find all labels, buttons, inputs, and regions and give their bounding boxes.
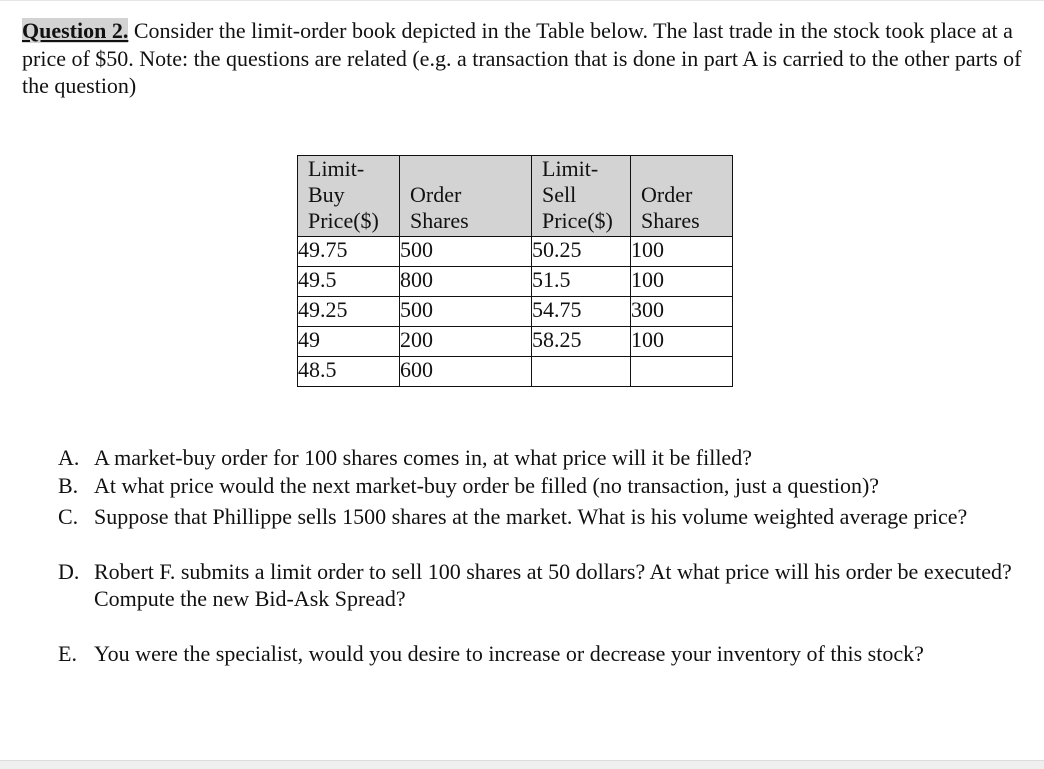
sub-question-list: [58, 444, 1018, 667]
buy-price-cell: 49: [298, 327, 400, 357]
sub-question-letter: C.: [58, 504, 79, 529]
sub-question-text: You were the specialist, would you desire to increase or decrease your inventory of this stock?: [94, 640, 924, 666]
sell-price-cell: 50.25: [532, 237, 631, 267]
sell-price-cell: [532, 357, 631, 387]
header-limit-buy-price: [298, 156, 400, 237]
header-text: Shares: [641, 208, 700, 233]
bottom-scroll-strip: [0, 760, 1044, 769]
sub-question-b: [58, 472, 1018, 500]
sub-question-letter: E.: [58, 640, 77, 666]
limit-order-book-table: [297, 155, 733, 387]
sell-shares-cell: [631, 357, 733, 387]
buy-shares-cell: 200: [400, 327, 532, 357]
header-text: Shares: [410, 208, 469, 233]
sell-shares-cell: 300: [631, 297, 733, 327]
header-sell-order-shares: [631, 156, 733, 237]
buy-shares-cell: 800: [400, 267, 532, 297]
table-row: [298, 237, 733, 267]
header-text: Price($): [308, 208, 379, 233]
table-row: [298, 267, 733, 297]
question-label: Question 2.: [22, 18, 129, 43]
sell-price-cell: 54.75: [532, 297, 631, 327]
sell-shares-cell: 100: [631, 237, 733, 267]
header-text: Order: [410, 182, 462, 207]
table-row: [298, 327, 733, 357]
sub-question-text: A market-buy order for 100 shares comes in, at what price will it be filled?: [94, 445, 752, 470]
header-text: Order: [641, 182, 693, 207]
header-text: Limit-: [542, 156, 599, 181]
buy-price-cell: 49.25: [298, 297, 400, 327]
sub-question-d: [58, 558, 1018, 613]
sub-question-text: At what price would the next market-buy order be filled (no transaction, just a question)?: [94, 472, 880, 498]
buy-shares-cell: 500: [400, 297, 532, 327]
buy-shares-cell: 600: [400, 357, 532, 387]
header-text: Limit-: [308, 156, 365, 181]
sub-question-text: Suppose that Phillippe sells 1500 shares at the market. What is his volume weighted average price?: [94, 504, 968, 529]
sub-question-c: [58, 503, 1018, 531]
buy-price-cell: 48.5: [298, 357, 400, 387]
buy-price-cell: 49.5: [298, 267, 400, 297]
header-text: Sell: [542, 182, 577, 207]
sub-question-e: [58, 640, 1018, 668]
sell-price-cell: 51.5: [532, 267, 631, 297]
header-buy-order-shares: [400, 156, 532, 237]
header-text: Price($): [542, 208, 613, 233]
sub-question-a: [58, 444, 1018, 472]
sub-question-letter: D.: [58, 558, 80, 584]
sell-price-cell: 58.25: [532, 327, 631, 357]
table-header-row: [298, 156, 733, 237]
sell-shares-cell: 100: [631, 267, 733, 297]
question-intro: [22, 17, 1022, 100]
table-row: [298, 297, 733, 327]
sub-question-text: Robert F. submits a limit order to sell 100 shares at 50 dollars? At what price will his order be executed? Compute the new Bid-Ask Spread?: [94, 558, 1012, 611]
header-text: Buy: [308, 182, 345, 207]
buy-price-cell: 49.75: [298, 237, 400, 267]
sub-question-letter: B.: [58, 472, 79, 498]
table-row: [298, 357, 733, 387]
sell-shares-cell: 100: [631, 327, 733, 357]
header-limit-sell-price: [532, 156, 631, 237]
sub-question-letter: A.: [58, 445, 80, 470]
buy-shares-cell: 500: [400, 237, 532, 267]
question-text: Consider the limit-order book depicted in the Table below. The last trade in the stock took place at a price of $50. Note: the questions are related (e.g. a transaction that is done in part A is carried to the other parts of the question): [22, 18, 1022, 98]
